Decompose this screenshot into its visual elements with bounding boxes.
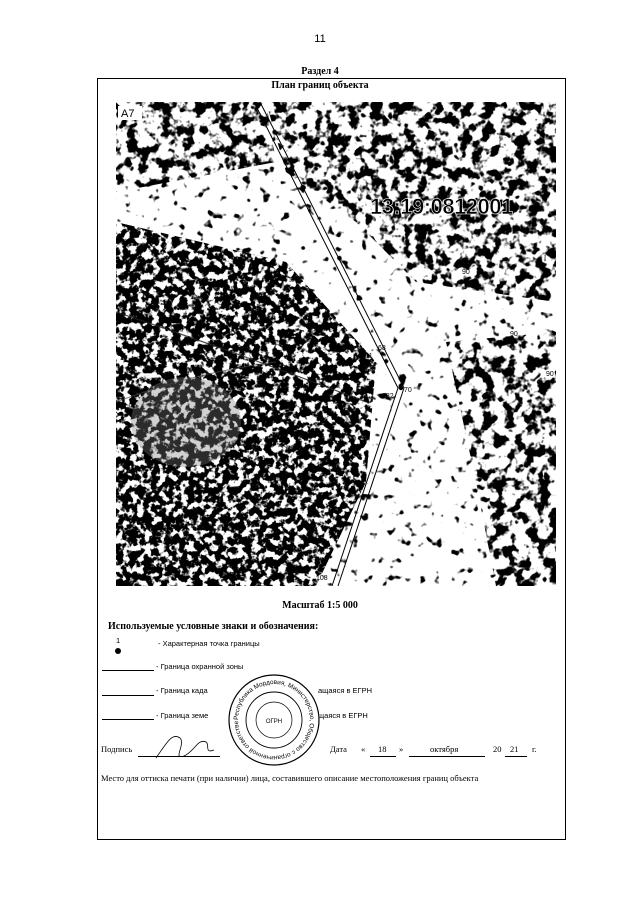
legend-item-land: - Граница земе [156, 711, 209, 720]
point-label: 111 [362, 353, 373, 360]
signature-scribble [150, 724, 220, 768]
date-month-line [409, 756, 485, 757]
stamp-place-note: Место для оттиска печати (при наличии) лица, составившего описание местоположения границ объекта [101, 773, 479, 783]
section-title: Раздел 4 [301, 66, 339, 77]
point-label: 90 [546, 371, 554, 378]
point-label: 108 [316, 575, 328, 582]
stamp-center-text: ОГРН [265, 719, 283, 725]
date-open-quote: « [361, 744, 366, 754]
date-month: октября [430, 744, 459, 754]
legend-item-protection-zone: - Граница охранной зоны [156, 662, 244, 671]
date-close-quote: » [399, 744, 404, 754]
point-label: 68 [378, 345, 386, 352]
stamp-ring-text: Республика Мордовия, Министерство, Общество с ограниченной ответстве [232, 678, 316, 762]
date-label: Дата [330, 744, 347, 754]
date-year-line [505, 756, 527, 757]
boundary-point [399, 386, 403, 390]
point-label: 70 [404, 387, 412, 394]
boundary-point-symbol [115, 648, 121, 654]
legend-line-cadastral [102, 695, 154, 696]
legend-point-number: 1 [116, 636, 121, 645]
date-day-line [370, 756, 396, 757]
legend-line-land [102, 719, 154, 720]
point-label: 182 [382, 393, 394, 400]
date-year-suffix: 21 [510, 744, 519, 754]
plan-title: План границ объекта [271, 80, 369, 91]
map-image [116, 102, 556, 586]
signature-label: Подпись [101, 744, 133, 754]
legend-line-protection-zone [102, 670, 154, 671]
scale-label: Масштаб 1:5 000 [282, 600, 358, 611]
date-year-prefix: 20 [493, 744, 502, 754]
sheet-label: А7 [121, 108, 135, 120]
date-day: 18 [378, 744, 387, 754]
map-svg [116, 102, 556, 586]
legend-item-point: - Характерная точка границы [158, 639, 260, 648]
legend-item-land-tail: щаяся в ЕГРН [318, 711, 368, 720]
legend-item-cadastral: - Граница када [156, 686, 208, 695]
date-year-abbrev: г. [532, 744, 537, 754]
legend-title: Используемые условные знаки и обозначения: [108, 621, 319, 632]
point-label: 90 [510, 331, 518, 338]
legend-item-cadastral-tail: ащаяся в ЕГРН [318, 686, 373, 695]
parcel-number: 13:19:0812001 [370, 194, 513, 219]
official-stamp [226, 672, 322, 768]
page-number: 11 [314, 33, 326, 45]
point-label: 90 [462, 269, 470, 276]
